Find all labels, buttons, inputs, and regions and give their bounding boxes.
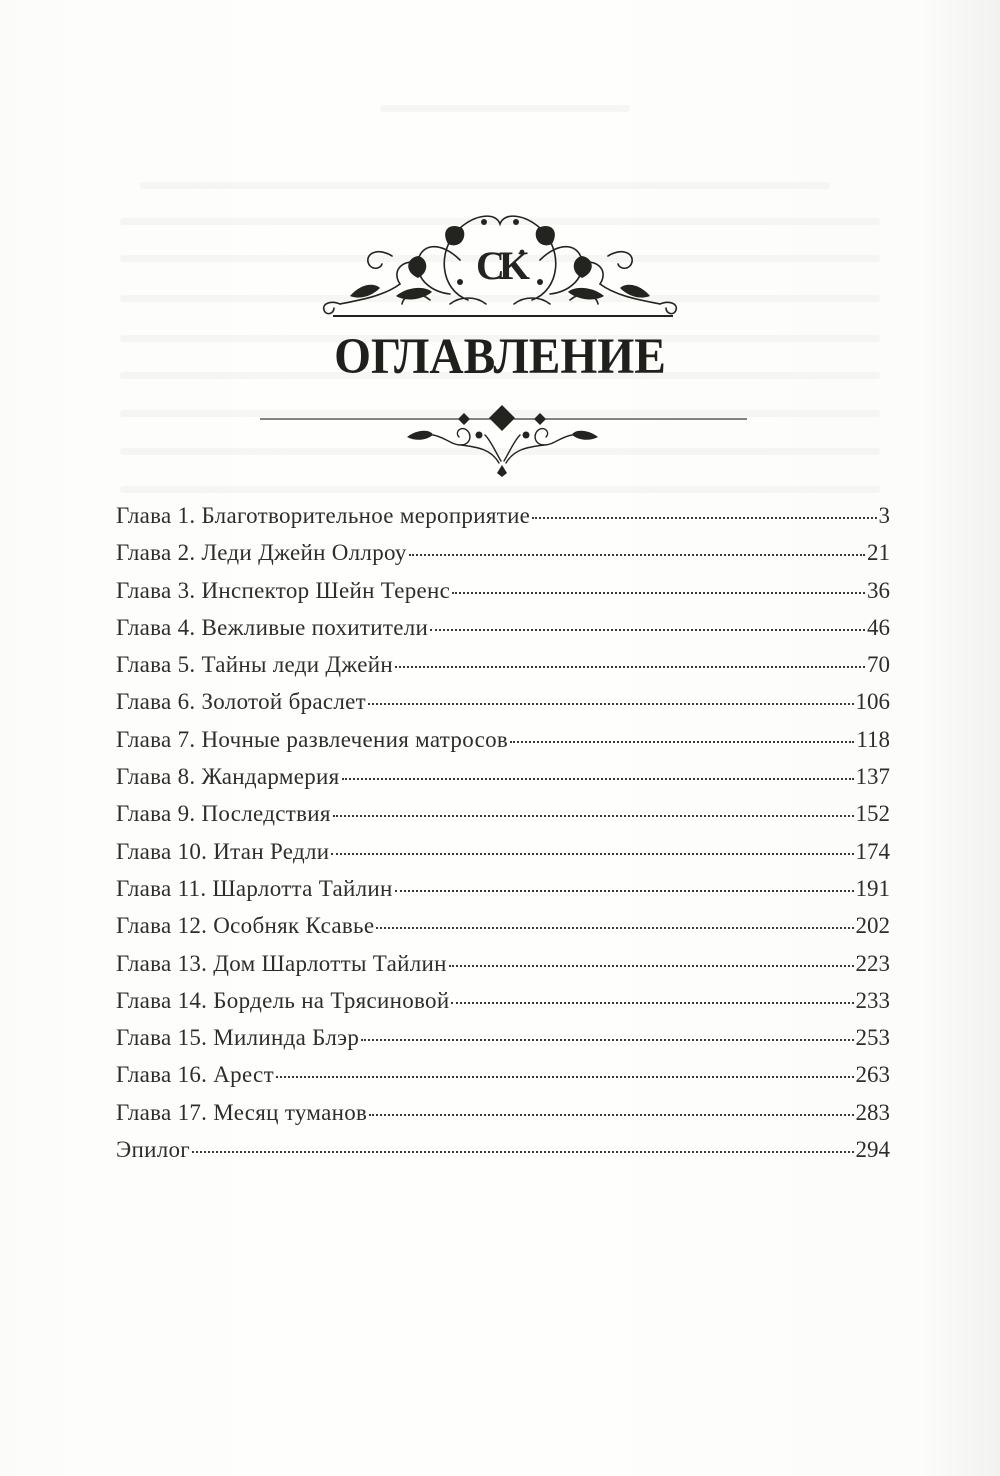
dot-leader bbox=[532, 517, 876, 519]
floral-monogram-ornament-icon bbox=[300, 200, 700, 320]
dot-leader bbox=[361, 1039, 853, 1041]
dot-leader bbox=[369, 1114, 853, 1116]
toc-entry-page-number: 263 bbox=[855, 1062, 890, 1088]
table-of-contents bbox=[116, 503, 890, 1174]
toc-entry-chapter-7[interactable] bbox=[116, 727, 890, 764]
toc-entry-epilogue[interactable] bbox=[116, 1137, 890, 1174]
toc-entry-page-number: 3 bbox=[878, 503, 890, 528]
toc-entry-page-number: 21 bbox=[867, 540, 890, 566]
toc-entry-title: Глава 14. Бордель на Трясиновой bbox=[116, 987, 450, 1013]
toc-entry-chapter-11[interactable] bbox=[116, 876, 890, 913]
toc-entry-chapter-13[interactable] bbox=[116, 951, 890, 988]
toc-entry-page-number: 294 bbox=[855, 1137, 890, 1163]
dot-leader bbox=[342, 778, 854, 780]
show-through-line bbox=[140, 182, 830, 189]
toc-entry-page-number: 70 bbox=[867, 652, 890, 678]
toc-entry-chapter-1[interactable] bbox=[116, 503, 890, 540]
toc-entry-page-number: 223 bbox=[855, 950, 890, 976]
toc-entry-chapter-10[interactable] bbox=[116, 839, 890, 876]
dot-leader bbox=[368, 703, 853, 705]
toc-entry-chapter-16[interactable] bbox=[116, 1062, 890, 1099]
page-title: ОГЛАВЛЕНИЕ bbox=[334, 329, 666, 385]
toc-entry-chapter-9[interactable] bbox=[116, 801, 890, 838]
toc-entry-title: Глава 17. Месяц туманов bbox=[116, 1099, 368, 1125]
dot-leader bbox=[376, 927, 853, 929]
svg-text:CK: CK bbox=[476, 243, 524, 288]
toc-entry-page-number: 174 bbox=[855, 838, 890, 864]
toc-entry-chapter-6[interactable] bbox=[116, 689, 890, 726]
toc-entry-chapter-17[interactable] bbox=[116, 1100, 890, 1137]
dot-leader bbox=[510, 741, 854, 743]
toc-entry-page-number: 202 bbox=[855, 913, 890, 939]
toc-entry-page-number: 46 bbox=[867, 614, 890, 640]
dot-leader bbox=[395, 666, 865, 668]
toc-entry-page-number: 152 bbox=[855, 801, 890, 827]
dot-leader bbox=[333, 815, 854, 817]
dot-leader bbox=[192, 1151, 853, 1153]
toc-entry-title: Эпилог bbox=[116, 1137, 191, 1163]
toc-entry-chapter-8[interactable] bbox=[116, 764, 890, 801]
toc-entry-page-number: 233 bbox=[855, 987, 890, 1013]
toc-entry-title: Глава 8. Жандармерия bbox=[116, 764, 340, 790]
toc-entry-title: Глава 12. Особняк Ксавье bbox=[116, 913, 375, 939]
toc-entry-chapter-5[interactable] bbox=[116, 652, 890, 689]
toc-entry-title: Глава 2. Леди Джейн Оллроу bbox=[116, 540, 407, 566]
toc-entry-title: Глава 3. Инспектор Шейн Теренс bbox=[116, 577, 451, 603]
toc-entry-title: Глава 7. Ночные развлечения матросов bbox=[116, 726, 509, 752]
toc-entry-title: Глава 11. Шарлотта Тайлин bbox=[116, 875, 393, 901]
toc-entry-chapter-15[interactable] bbox=[116, 1025, 890, 1062]
toc-entry-title: Глава 9. Последствия bbox=[116, 801, 331, 827]
show-through-line bbox=[380, 105, 630, 112]
toc-entry-chapter-12[interactable] bbox=[116, 913, 890, 950]
toc-entry-page-number: 283 bbox=[855, 1099, 890, 1125]
dot-leader bbox=[331, 853, 853, 855]
toc-entry-title: Глава 4. Вежливые похитители bbox=[116, 614, 429, 640]
diamond-scroll-divider-icon bbox=[255, 395, 750, 477]
toc-entry-title: Глава 16. Арест bbox=[116, 1062, 274, 1088]
toc-entry-chapter-14[interactable] bbox=[116, 988, 890, 1025]
dot-leader bbox=[430, 629, 865, 631]
toc-entry-page-number: 253 bbox=[855, 1025, 890, 1051]
toc-entry-title: Глава 15. Милинда Блэр bbox=[116, 1025, 360, 1051]
toc-entry-chapter-4[interactable] bbox=[116, 615, 890, 652]
dot-leader bbox=[449, 965, 854, 967]
toc-entry-page-number: 36 bbox=[867, 577, 890, 603]
toc-entry-page-number: 106 bbox=[855, 689, 890, 715]
toc-entry-chapter-3[interactable] bbox=[116, 578, 890, 615]
toc-entry-page-number: 137 bbox=[855, 764, 890, 790]
dot-leader bbox=[395, 890, 854, 892]
toc-entry-title: Глава 6. Золотой браслет bbox=[116, 689, 367, 715]
toc-entry-title: Глава 10. Итан Редли bbox=[116, 838, 330, 864]
dot-leader bbox=[451, 1002, 853, 1004]
toc-entry-chapter-2[interactable] bbox=[116, 540, 890, 577]
dot-leader bbox=[409, 554, 865, 556]
toc-entry-title: Глава 5. Тайны леди Джейн bbox=[116, 652, 394, 678]
toc-entry-title: Глава 13. Дом Шарлотты Тайлин bbox=[116, 950, 447, 976]
toc-entry-title: Глава 1. Благотворительное мероприятие bbox=[116, 503, 531, 528]
dot-leader bbox=[276, 1076, 854, 1078]
toc-entry-page-number: 118 bbox=[856, 726, 890, 752]
show-through-line bbox=[120, 486, 880, 493]
toc-entry-page-number: 191 bbox=[855, 875, 890, 901]
dot-leader bbox=[452, 592, 865, 594]
